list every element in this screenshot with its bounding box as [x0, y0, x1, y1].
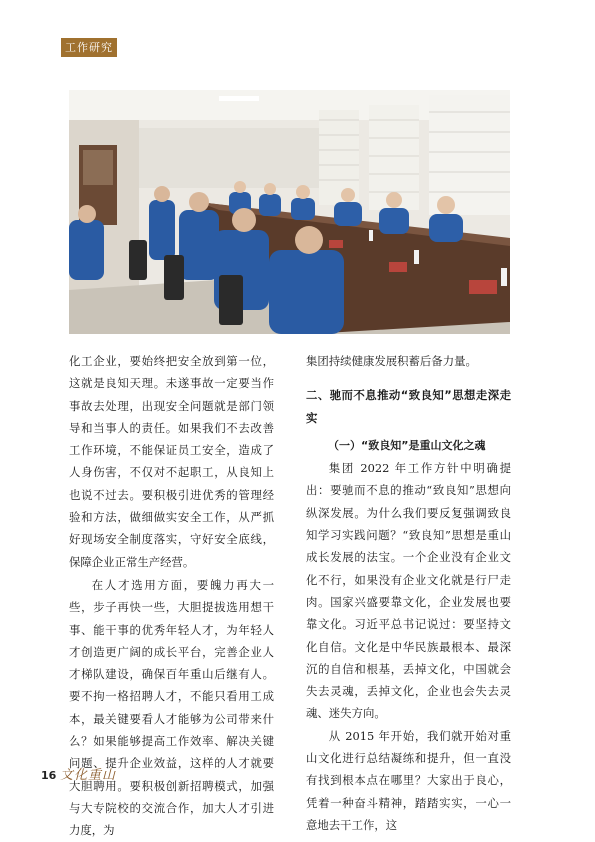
body-paragraph: 在人才选用方面，要魄力再大一些，步子再快一些，大胆提拔选用想干事、能干事的优秀年轻人才，为年轻人才创造更广阔的成长平台，完善企业人才梯队建设，确保百年重山后继有人。要不拘一格招聘人才，不能只看用工成本，最关键要看人才能够为公司带来什么？如果能够提高工作效率、解决关键问题、提升企业效益，这样的人才就要大胆聘用。要积极创新招聘模式，加强与大专院校的交流合作，加大人才引进力度，为 — [69, 577, 274, 838]
right-column — [306, 350, 511, 836]
body-paragraph: 集团 2022 年工作方针中明确提出：要驰而不息的推动“致良知”思想向纵深发展。为什么我们要反复强调致良知学习实践问题？“致良知”思想是重山成长发展的法宝。一个企业没有企业文化不行，如果没有企业文化就是行尸走肉。国家兴盛要靠文化，企业发展也要靠文化。习近平总书记说过：要坚持文化自信。文化是中华民族最根本、最深沉的自信和根基，丢掉文化，中国就会失去灵魂，丢掉文化，企业也会失去灵魂、迷失方向。 — [306, 461, 511, 721]
page-number: 16 — [41, 769, 57, 782]
section-heading: 二、驰而不息推动“致良知”思想走深走实 — [306, 388, 511, 425]
magazine-logo: 文化重山 — [60, 768, 117, 783]
body-paragraph: 集团持续健康发展积蓄后备力量。 — [306, 354, 477, 368]
section-tag: 工作研究 — [61, 38, 117, 57]
body-paragraph: 化工企业，要始终把安全放到第一位，这就是良知天理。未遂事故一定要当作事故去处理，出现安全问题就是部门领导和当事人的责任。如果我们不去改善工作环境，不能保证员工安全，造成了人身伤害，不仅对不起职工，从良知上也说不过去。要积极引进优秀的管理经验和方法，做细做实安全工作，从严抓好现场安全制度落实，守好安全底线，保障企业正常生产经营。 — [69, 354, 274, 569]
meeting-photo — [69, 90, 510, 334]
subsection-heading: （一）“致良知”是重山文化之魂 — [328, 438, 486, 452]
body-paragraph: 从 2015 年开始，我们就开始对重山文化进行总结凝练和提升，但一直没有找到根本点在哪里？大家出于良心，凭着一种奋斗精神，踏踏实实，一心一意地去干工作，这 — [306, 728, 511, 832]
